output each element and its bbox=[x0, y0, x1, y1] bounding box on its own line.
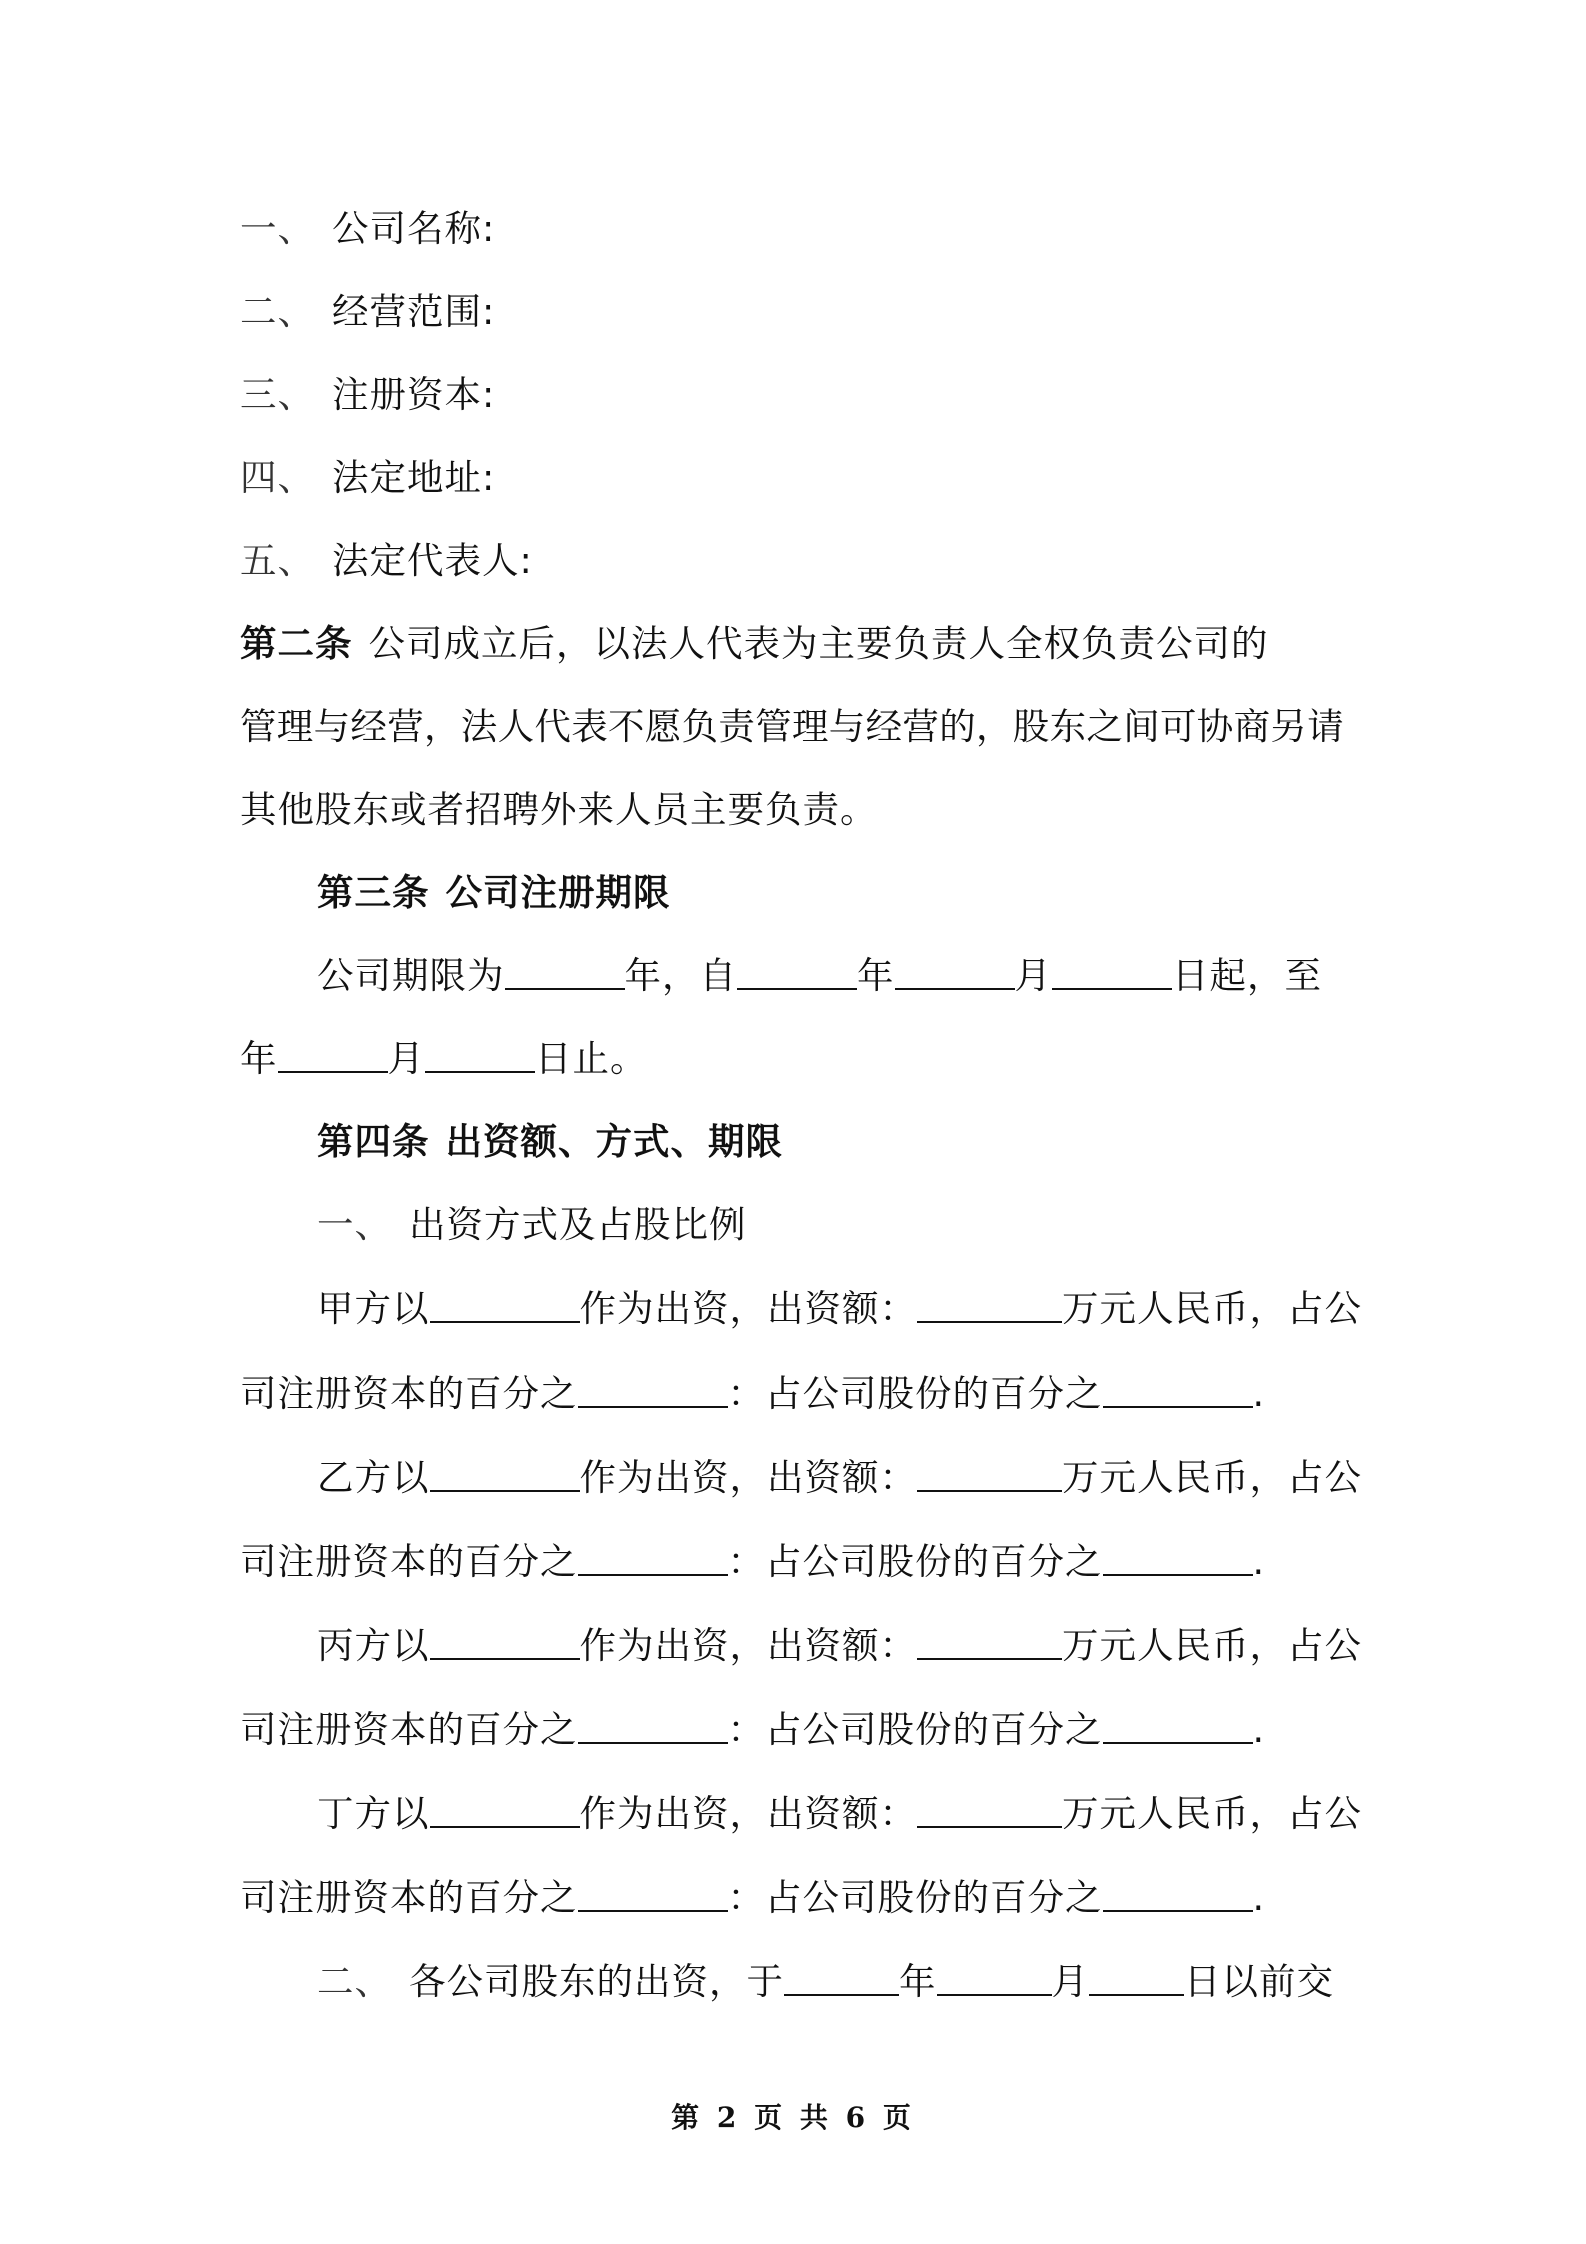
blank-share-percent[interactable] bbox=[1103, 1880, 1253, 1912]
deadline-text: 月 bbox=[1051, 1960, 1089, 2003]
party-text: 万元人民币，占公 bbox=[1062, 1624, 1362, 1667]
party-b-line-2 bbox=[240, 1520, 1265, 1604]
party-text: ：占公司股份的百分之 bbox=[727, 1372, 1103, 1415]
party-b-line-1 bbox=[317, 1436, 1362, 1520]
party-text: 丙方以 bbox=[317, 1624, 430, 1667]
list-number: 二、 bbox=[317, 1960, 392, 2003]
list-label: 法定地址: bbox=[332, 456, 496, 499]
party-text: 万元人民币，占公 bbox=[1062, 1287, 1362, 1330]
article-heading: 第二条 bbox=[240, 622, 353, 665]
list-number: 三、 bbox=[240, 373, 315, 416]
article-text: 管理与经营，法人代表不愿负责管理与经营的，股东之间可协商另请 bbox=[240, 705, 1344, 748]
term-text: 年 bbox=[857, 954, 895, 997]
blank-amount[interactable] bbox=[917, 1796, 1062, 1828]
party-text: ：占公司股份的百分之 bbox=[727, 1708, 1103, 1751]
party-text: ：占公司股份的百分之 bbox=[727, 1876, 1103, 1919]
blank-contribution-type[interactable] bbox=[430, 1460, 580, 1492]
blank-capital-percent[interactable] bbox=[578, 1376, 728, 1408]
blank-amount[interactable] bbox=[917, 1460, 1062, 1492]
term-text: 公司期限为 bbox=[317, 954, 505, 997]
article-text: 公司成立后，以法人代表为主要负责人全权负责公司的 bbox=[368, 622, 1269, 665]
party-text: . bbox=[1252, 1540, 1266, 1583]
blank-capital-percent[interactable] bbox=[578, 1712, 728, 1744]
party-text: 丁方以 bbox=[317, 1792, 430, 1835]
article-3-term-line-2 bbox=[240, 1017, 648, 1101]
blank-share-percent[interactable] bbox=[1103, 1376, 1253, 1408]
party-c-line-2 bbox=[240, 1688, 1265, 1772]
list-label: 出资方式及占股比例 bbox=[409, 1203, 747, 1246]
party-text: 作为出资，出资额： bbox=[579, 1624, 917, 1667]
list-item-business-scope bbox=[240, 270, 495, 354]
party-text: . bbox=[1252, 1708, 1266, 1751]
article-3-term-line-1 bbox=[317, 934, 1322, 1018]
blank-start-day[interactable] bbox=[1052, 958, 1172, 990]
blank-capital-percent[interactable] bbox=[578, 1880, 728, 1912]
term-text: 日止。 bbox=[535, 1037, 648, 1080]
list-number: 四、 bbox=[240, 456, 315, 499]
blank-contribution-type[interactable] bbox=[430, 1291, 580, 1323]
list-label: 法定代表人: bbox=[332, 539, 533, 582]
blank-share-percent[interactable] bbox=[1103, 1544, 1253, 1576]
party-text: 司注册资本的百分之 bbox=[240, 1540, 578, 1583]
blank-capital-percent[interactable] bbox=[578, 1544, 728, 1576]
term-text: 月 bbox=[1014, 954, 1052, 997]
list-item-registered-capital bbox=[240, 353, 495, 437]
party-text: 司注册资本的百分之 bbox=[240, 1372, 578, 1415]
article-4-heading bbox=[317, 1100, 783, 1184]
blank-years[interactable] bbox=[505, 958, 625, 990]
list-label: 公司名称: bbox=[332, 207, 496, 250]
party-a-line-1 bbox=[317, 1267, 1362, 1351]
list-number: 一、 bbox=[317, 1203, 392, 1246]
deadline-text: 各公司股东的出资，于 bbox=[409, 1960, 784, 2003]
party-text: 司注册资本的百分之 bbox=[240, 1876, 578, 1919]
term-text: 年 bbox=[240, 1037, 278, 1080]
list-item-company-name bbox=[240, 187, 495, 271]
party-text: 作为出资，出资额： bbox=[579, 1792, 917, 1835]
article-title: 公司注册期限 bbox=[445, 871, 671, 914]
list-item-legal-address bbox=[240, 436, 495, 520]
blank-amount[interactable] bbox=[917, 1628, 1062, 1660]
party-text: 司注册资本的百分之 bbox=[240, 1708, 578, 1751]
article-4-sub-1 bbox=[317, 1183, 747, 1267]
blank-deadline-day[interactable] bbox=[1089, 1964, 1184, 1996]
party-text: 甲方以 bbox=[317, 1287, 430, 1330]
party-a-line-2 bbox=[240, 1352, 1265, 1436]
blank-deadline-year[interactable] bbox=[784, 1964, 899, 1996]
article-title: 出资额、方式、期限 bbox=[445, 1120, 783, 1163]
article-text: 其他股东或者招聘外来人员主要负责。 bbox=[240, 788, 878, 831]
party-c-line-1 bbox=[317, 1604, 1362, 1688]
blank-start-month[interactable] bbox=[895, 958, 1015, 990]
list-number: 五、 bbox=[240, 539, 315, 582]
term-text: 月 bbox=[387, 1037, 425, 1080]
party-text: 万元人民币，占公 bbox=[1062, 1792, 1362, 1835]
blank-start-year[interactable] bbox=[737, 958, 857, 990]
article-heading: 第三条 bbox=[317, 871, 430, 914]
list-number: 二、 bbox=[240, 290, 315, 333]
article-2-line-3 bbox=[240, 768, 878, 852]
article-3-heading bbox=[317, 851, 671, 935]
blank-contribution-type[interactable] bbox=[430, 1628, 580, 1660]
blank-deadline-month[interactable] bbox=[937, 1964, 1052, 1996]
deadline-text: 年 bbox=[899, 1960, 937, 2003]
blank-end-year[interactable] bbox=[278, 1041, 388, 1073]
party-text: ：占公司股份的百分之 bbox=[727, 1540, 1103, 1583]
list-label: 经营范围: bbox=[332, 290, 496, 333]
page-number-footer: 第 2 页 共 6 页 bbox=[671, 2101, 915, 2134]
list-number: 一、 bbox=[240, 207, 315, 250]
party-text: 作为出资，出资额： bbox=[579, 1456, 917, 1499]
party-text: 乙方以 bbox=[317, 1456, 430, 1499]
blank-contribution-type[interactable] bbox=[430, 1796, 580, 1828]
term-text: 年，自 bbox=[624, 954, 737, 997]
blank-share-percent[interactable] bbox=[1103, 1712, 1253, 1744]
party-d-line-1 bbox=[317, 1772, 1362, 1856]
article-4-sub-2 bbox=[317, 1940, 1334, 2024]
blank-end-month[interactable] bbox=[425, 1041, 535, 1073]
blank-amount[interactable] bbox=[917, 1291, 1062, 1323]
article-heading: 第四条 bbox=[317, 1120, 430, 1163]
article-2-line-2 bbox=[240, 685, 1344, 769]
deadline-text: 日以前交 bbox=[1184, 1960, 1334, 2003]
party-d-line-2 bbox=[240, 1856, 1265, 1940]
party-text: 万元人民币，占公 bbox=[1062, 1456, 1362, 1499]
party-text: 作为出资，出资额： bbox=[579, 1287, 917, 1330]
party-text: . bbox=[1252, 1876, 1266, 1919]
term-text: 日起，至 bbox=[1172, 954, 1322, 997]
list-label: 注册资本: bbox=[332, 373, 496, 416]
list-item-legal-representative bbox=[240, 519, 533, 603]
article-2-line-1 bbox=[240, 602, 1269, 686]
party-text: . bbox=[1252, 1372, 1266, 1415]
